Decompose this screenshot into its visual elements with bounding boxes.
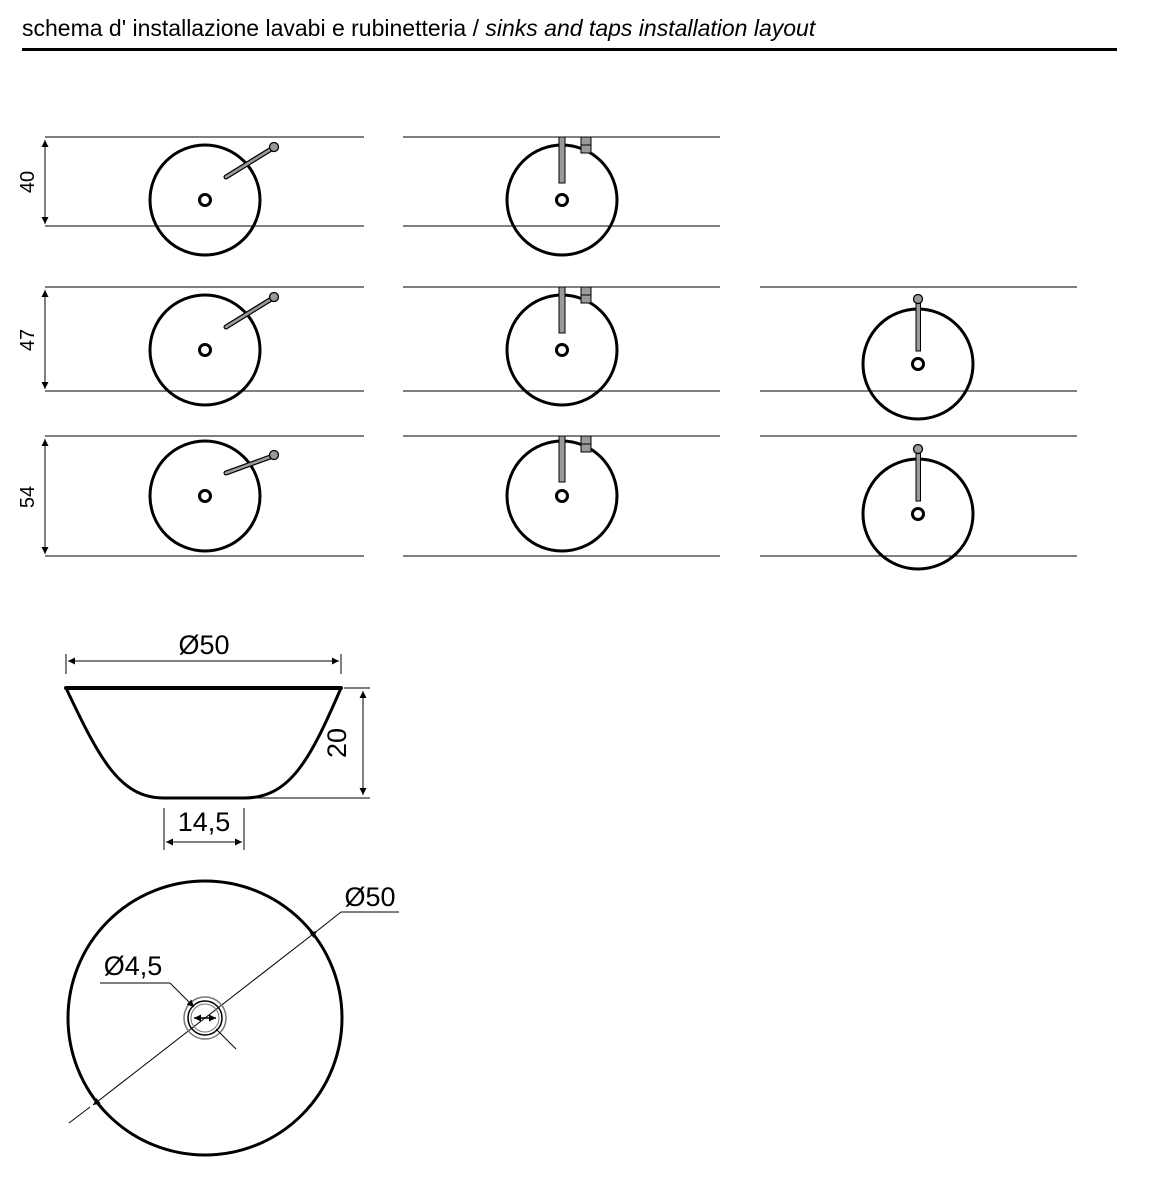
sink-wall-tap-layout	[150, 143, 279, 256]
basin-top-view	[68, 881, 399, 1155]
layout-row-54	[17, 436, 1077, 569]
vertical-tap-icon	[559, 137, 591, 183]
title-italian: schema d' installazione lavabi e rubinetteria	[22, 15, 467, 41]
height-label-47: 47	[17, 328, 39, 352]
sink-deck-tap-layout	[863, 295, 973, 420]
deck-tap-icon	[914, 295, 923, 352]
height-label-40: 40	[17, 170, 39, 194]
basin-profile	[66, 688, 341, 798]
sink-wall-tap-layout	[150, 293, 279, 406]
layout-row-40	[17, 137, 720, 255]
drain-icon	[557, 491, 568, 502]
drain-icon	[200, 491, 211, 502]
drain-icon	[200, 345, 211, 356]
drain-icon	[557, 195, 568, 206]
top-diameter-label: Ø50	[178, 630, 230, 660]
vertical-tap-icon	[559, 287, 591, 333]
basin-height-label: 20	[322, 727, 352, 759]
sink-wall-tap-layout	[150, 441, 279, 551]
drain-icon	[200, 195, 211, 206]
deck-tap-icon	[914, 445, 923, 502]
drain-icon	[557, 345, 568, 356]
height-label-54: 54	[17, 485, 39, 509]
sink-deck-tap-layout	[863, 445, 973, 570]
drain-icon	[913, 509, 924, 520]
title-english: sinks and taps installation layout	[485, 15, 816, 41]
drain-diameter-label: Ø4,5	[103, 951, 163, 981]
sink-vertical-tap-layout	[507, 436, 617, 551]
sink-vertical-tap-layout	[507, 137, 617, 255]
title-separator: /	[466, 15, 486, 41]
outer-diameter-label: Ø50	[344, 882, 396, 912]
drain-icon	[913, 359, 924, 370]
sink-vertical-tap-layout	[507, 287, 617, 405]
base-width-label: 14,5	[177, 807, 231, 837]
layout-row-47	[17, 287, 1077, 419]
basin-side-view	[66, 630, 370, 850]
